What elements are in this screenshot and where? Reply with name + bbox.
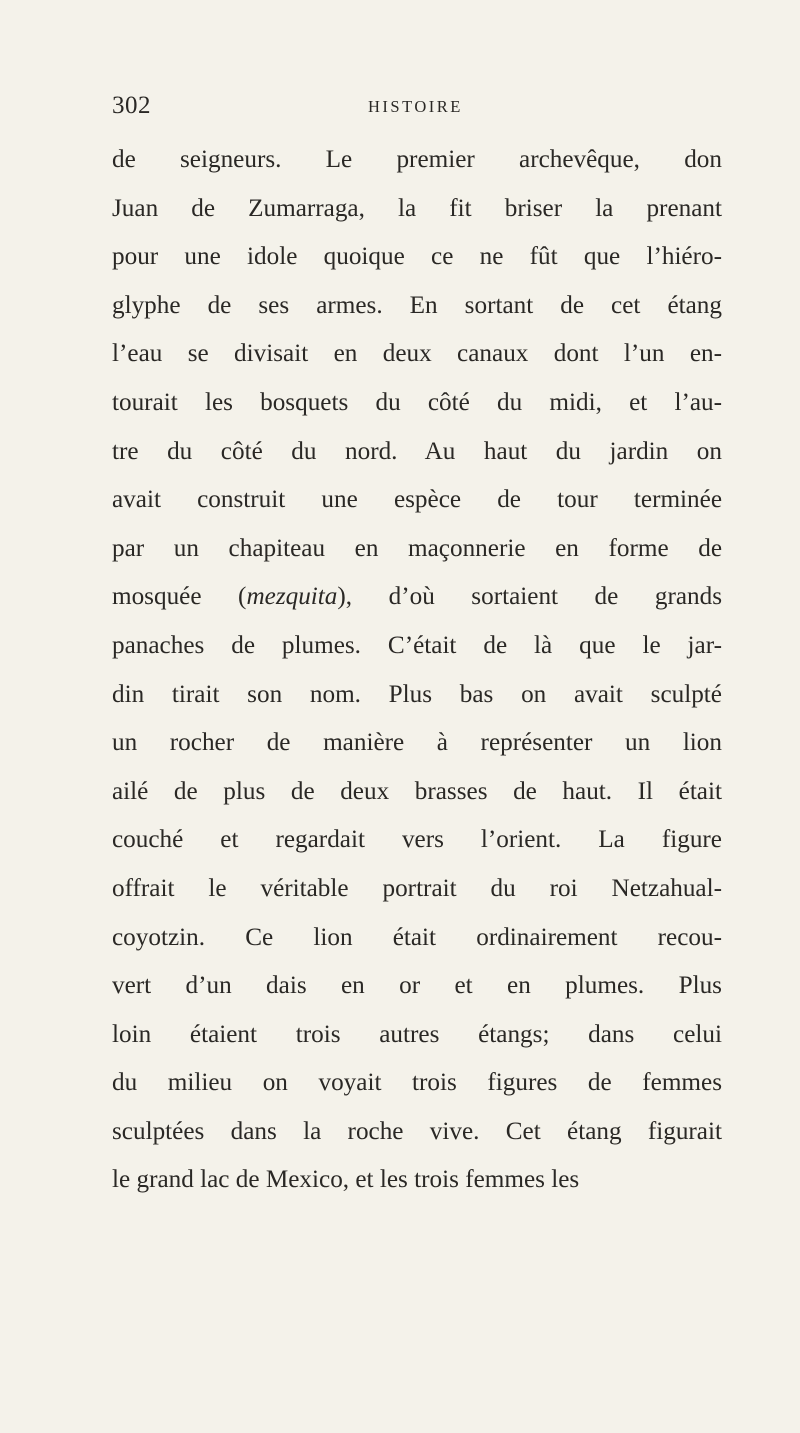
text-line: couché et regardait vers l’orient. La figure [112, 826, 722, 854]
running-title: HISTOIRE [368, 97, 463, 116]
text-line: Juan de Zumarraga, la fit briser la prenant [112, 194, 722, 222]
text-line: ailé de plus de deux brasses de haut. Il était [112, 777, 722, 805]
text-segment: mosquée ( [112, 583, 247, 611]
text-line: vert d’un dais en or et en plumes. Plus [112, 972, 722, 1000]
text-line: du milieu on voyait trois figures de femmes [112, 1069, 722, 1097]
italic-term: mezquita [246, 583, 338, 611]
text-line: din tirait son nom. Plus bas on avait sculpté [112, 680, 722, 708]
page-header [112, 92, 712, 126]
text-line: panaches de plumes. C’était de là que le jar- [112, 631, 722, 659]
page-number: 302 [112, 92, 151, 119]
text-line: loin étaient trois autres étangs; dans celui [112, 1020, 722, 1048]
text-line: tre du côté du nord. Au haut du jardin on [112, 437, 722, 465]
text-line: pour une idole quoique ce ne fût que l’hiéro- [112, 243, 722, 271]
body-text [112, 136, 722, 1205]
text-line: sculptées dans la roche vive. Cet étang figurait [112, 1117, 722, 1145]
text-line: avait construit une espèce de tour terminée [112, 486, 722, 514]
text-line: un rocher de manière à représenter un lion [112, 729, 722, 757]
text-line: glyphe de ses armes. En sortant de cet étang [112, 291, 722, 319]
text-line: tourait les bosquets du côté du midi, et l’au- [112, 388, 722, 416]
text-line: le grand lac de Mexico, et les trois femmes les [112, 1166, 580, 1194]
text-line: par un chapiteau en maçonnerie en forme de [112, 534, 722, 562]
text-line [112, 573, 722, 622]
text-line: de seigneurs. Le premier archevêque, don [112, 146, 722, 173]
text-line: coyotzin. Ce lion était ordinairement recou- [112, 923, 722, 951]
text-line: l’eau se divisait en deux canaux dont l’un en- [112, 340, 722, 368]
text-segment: ), d’où sortaient de grands [337, 583, 723, 611]
text-line: offrait le véritable portrait du roi Netzahual- [112, 874, 722, 902]
